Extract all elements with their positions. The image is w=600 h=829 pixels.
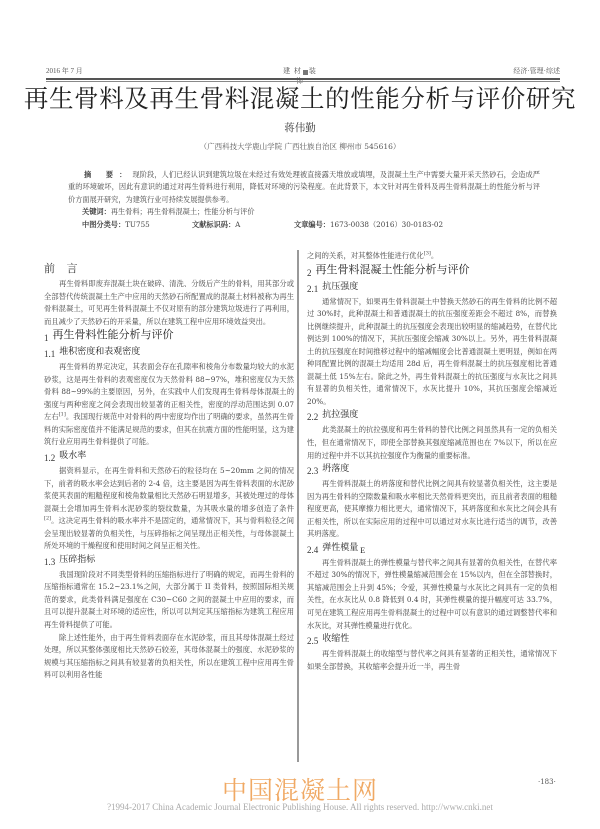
paragraph: 再生骨料混凝土的弹性模量与替代率之间具有显著的负相关性，在替代率不超过 30%的情况下，弹性模量缩减范围会在 15%以内，但在全部替换时，其缩减范围会上升到 45%；令爱，其弹性模量与水灰比之间具有一定的负相关性，在水灰比从 0.8 降低到 0.4 时，其弹性模量的提升幅度可达 33.7%，可见在建筑工程应用再生骨料混凝土的过程中可以有意识的通过调整替代率和水灰比，对其弹性模量进行优化。 <box>307 557 557 630</box>
clc <box>82 220 150 230</box>
section-number: 2 <box>307 267 312 278</box>
abstract <box>68 169 540 206</box>
paragraph <box>44 465 294 553</box>
section-title: 吸水率 <box>59 451 87 462</box>
text: 。这决定再生骨料的吸水率并不是固定的，通常情况下，其与骨料粒径之间会呈现出较显著的负相关性，与压碎指标之间呈现出正相关性，与母体混凝土所处环境的干燥程度和使用时间之间呈正相关性。 <box>44 516 294 551</box>
section-number: 2.1 <box>307 283 319 294</box>
paragraph <box>307 250 557 263</box>
journal-logo-icon <box>303 70 308 75</box>
section-title: 再生骨料混凝土性能分析与评价 <box>315 262 470 276</box>
paragraph: 除上述性能外，由于再生骨料表面存在水泥砂浆，而且其母体混凝土经过处理，所以其整体强度相比天然砂石较差，其母体混凝土的强度、水泥砂浆的规模与其压缩指标之间具有较显著的负相关性，所以在建筑工程中应用再生骨料可以利用各性能 <box>44 632 294 680</box>
copyright-notice: ?1994-2017 China Academic Journal Electronic Publishing House. All rights reserved. http://www.cnki.net <box>107 802 493 812</box>
paragraph: 再生骨料混凝土的坍落度和替代比例之间具有较显著负相关性，这主要是因为再生骨料的空隙数量和吸水率相比天然骨料更突出，而且前者表面的粗糙程度更高，使其摩擦力相比更大，通常情况下，其坍落度和水灰比之间会具有正相关性，所以在实际应用的过程中可以通过对水灰比进行适当的调节，改善其坍落度。 <box>307 479 557 539</box>
header-rule <box>46 78 560 82</box>
section-title: 收缩性 <box>322 634 350 645</box>
section-2-4-heading <box>307 542 557 557</box>
section-2-1-heading <box>307 281 557 296</box>
section-1-2-heading <box>44 450 294 465</box>
section-title: 弹性模量 <box>322 542 359 553</box>
section-number: 1.1 <box>44 349 56 360</box>
preface-heading: 前 言 <box>44 262 82 275</box>
paragraph: 此类混凝土的抗拉强度和再生骨料的替代比例之间虽然具有一定的负相关性，但在通常情况下，即使全部替换其强度缩减范围也在 7%以下，所以在应用的过程中并不以其抗拉强度作为衡量的重要标准。 <box>307 425 557 460</box>
doc-code-label: 文献标识码： <box>192 220 236 229</box>
abstract-label: 摘 要： <box>84 170 133 179</box>
watermark-logo: 中国混凝土网 <box>221 776 378 805</box>
clc-label: 中图分类号： <box>82 220 126 229</box>
text: 之间的关系，对其整体性能进行优化 <box>307 251 424 260</box>
page-number: ·183· <box>538 778 556 786</box>
section-2-5-heading <box>307 633 557 648</box>
paragraph: 再生骨料混凝土的收缩型与替代率之间具有显著的正相关性，通常情况下如果全部替换，其收缩率会提升近一半，再生骨 <box>307 649 557 671</box>
article-number-value: 1673-0038（2016）30-0183-02 <box>329 220 444 229</box>
section-title: 抗拉强度 <box>322 410 359 421</box>
section-1-heading <box>44 328 294 345</box>
section-2-3-heading <box>307 463 557 478</box>
text: 据资料显示，在再生骨料和天然砂石的粒径均在 5~20mm 之间的情况下，前者的吸水率会达到后者的 2-4 倍，这主要是因为再生骨料表面的水泥砂浆使其表面的粗糙程度和棱角数量相比天然砂石明显增多，其被处理过的母体混凝土会增加再生骨料水泥砂浆的裂纹数量，为其吸水量的增多创造了条件 <box>44 466 294 513</box>
citation[interactable]: [3] <box>423 250 431 257</box>
article-number-label: 文章编号： <box>294 220 330 229</box>
header-date: 2016 年 7 月 <box>46 67 83 75</box>
section-2-2-heading <box>307 409 557 424</box>
doc-code <box>192 220 240 230</box>
journal-name-left: 建 材 <box>283 67 302 75</box>
journal-name-right: 装 饰 <box>296 67 317 85</box>
citation[interactable]: [2] <box>44 515 52 522</box>
preface-paragraph: 再生骨料即废弃混凝土块在破碎、清洗、分级后产生的骨料，用其部分或全部替代传统混凝土生产中应用的天然砂石所配置成的混凝土材料被称为再生骨料混凝土，可见再生骨料混凝土不仅对原有的部分建筑垃圾进行了再利用，而且减少了天然砂石的开采量，所以在建筑工程中应用环境效益突出。 <box>44 279 294 326</box>
text: 。我国现行规范中对骨料的两中密度均作出了明确的要求，虽然再生骨料的实际密度值并不能满足规范的要求，但其在抗震方面的性能明显，这为建筑行业应用再生骨料提供了可能。 <box>44 412 295 447</box>
section-1-1-heading <box>44 346 294 361</box>
column-divider <box>297 250 299 762</box>
section-title: 再生骨料性能分析与评价 <box>52 328 174 342</box>
section-number: 1.2 <box>44 453 56 464</box>
text: 。 <box>430 251 439 260</box>
section-title: 抗压强度 <box>322 281 359 292</box>
abstract-text: 现阶段，人们已经认识到建筑垃圾在未经过有效处理被直接露天堆放或填埋，及混凝土生产中需要大量开采天然砂石，会造成严重的环境破坏，因此有意识的通过对再生骨料进行利用，降低对环境的污染程度。在此背景下，本文针对再生骨料及再生骨料混凝土的性能分析与评价方面展开研究，为建筑行业可持续发展提供参考。 <box>68 170 540 204</box>
doc-code-value: A <box>235 220 241 229</box>
article-title: 再生骨料及再生骨料混凝土的性能分析与评价研究 <box>23 84 577 113</box>
right-column <box>307 250 557 673</box>
author: 蒋伟勤 <box>284 122 316 134</box>
citation[interactable]: [1] <box>58 411 66 418</box>
section-2-heading <box>307 263 557 280</box>
clc-value: TU755 <box>125 220 150 229</box>
article-number <box>294 220 443 230</box>
keywords-text: 再生骨料；再生骨料混凝土；性能分析与评价 <box>110 207 255 216</box>
paragraph: 我国现阶段对不同类型骨料的压缩指标进行了明确的规定，而再生骨料的压缩指标通常在 15.2~23.1%之间，大部分属于 II 类骨料，按照国际相关规范的要求，此类骨料满足强度在 C30~C60 之间的混凝土中应用的要求，而且可以提升混凝土对环境的适应性，所以可以判定其压缩指标为建筑工程应用再生骨料提供了可能。 <box>44 569 294 630</box>
keywords-label: 关键词： <box>82 207 111 216</box>
section-title: 堆积密度和表观密度 <box>59 347 141 358</box>
paragraph <box>44 361 294 449</box>
section-title: 坍落度 <box>322 464 350 475</box>
section-number: 2.4 <box>307 544 319 555</box>
symbol: E <box>360 545 366 555</box>
affiliation: （广西科技大学鹿山学院 广西壮族自治区 柳州市 545616） <box>199 142 401 151</box>
text: 再生骨料的界定决定，其表面会存在孔隙率和棱角分布数量均较大的水泥砂浆，这是再生骨料的表观密度仅为天然骨料 88~97%，堆积密度仅为天然骨料 88~99%的主要原因，另外，在实践中人们发现再生骨料母体混凝土的强度与两种密度之间会表现出较显著的正相关性，密度的浮动范围达到 0.07 左右 <box>44 362 294 422</box>
section-number: 1.3 <box>44 556 56 567</box>
section-1-3-heading <box>44 554 294 569</box>
left-column <box>44 278 294 682</box>
section-title: 压碎指标 <box>59 554 96 565</box>
section-number: 2.5 <box>307 636 319 647</box>
journal-name <box>280 66 320 86</box>
header-section: 经济·管理·综述 <box>513 67 560 75</box>
section-number: 1 <box>44 333 49 344</box>
section-number: 2.2 <box>307 412 319 423</box>
keywords <box>82 207 255 217</box>
section-number: 2.3 <box>307 466 319 477</box>
paragraph: 通常情况下，如果再生骨料混凝土中替换天然砂石的再生骨料的比例不超过 30%时，此种混凝土和普通混凝土的抗压强度差距会不超过 8%，而替换比例继续提升，此种混凝土的抗压强度会表现出较明显的缩减趋势，在替代比例达到 100%的情况下，其抗压强度会缩减 30%以上。另外，再生骨料混凝土的抗压强度在时间推移过程中的缩减幅度会比普通混凝土更明显，例如在两种同配置比例的混凝土均适用 28d 后，再生骨料混凝土的抗压强度相比普通混凝土低 15%左右。除此之外，再生骨料混凝土的抗压强度与水灰比之间具有显著的负相关性，通常情况下，水灰比提升 10%，其抗压强度会缩减近 20%。 <box>307 296 557 406</box>
